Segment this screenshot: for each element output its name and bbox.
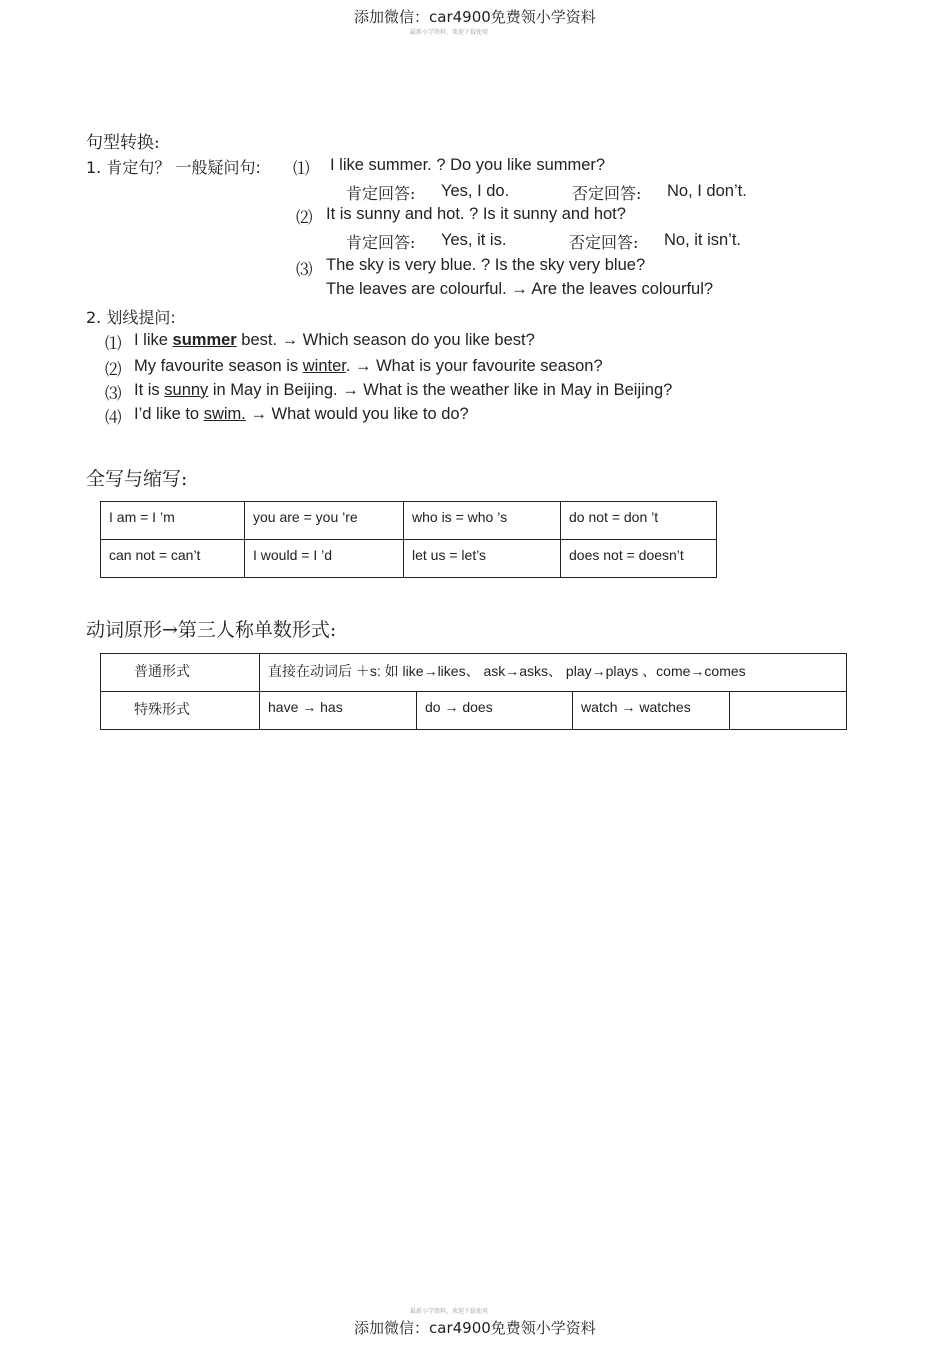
sub1-no-label: 否定回答:	[572, 184, 642, 203]
section1-title: 句型转换:	[86, 133, 160, 153]
sub2-num: ⑵	[296, 209, 313, 227]
sub1-text: I like summer. ? Do you like summer?	[330, 156, 606, 174]
row-label: 普通形式	[101, 654, 260, 692]
q2-underlined: winter	[302, 357, 346, 375]
row-label: 特殊形式	[101, 692, 260, 730]
table-cell: does not = doesn’t	[561, 540, 717, 578]
contraction-table	[100, 501, 717, 578]
section2-title: 全写与缩写:	[86, 468, 188, 490]
table-cell: have → has	[260, 692, 417, 730]
section3-title: 动词原形→第三人称单数形式:	[86, 619, 337, 641]
table-cell: can not = can’t	[101, 540, 245, 578]
footer-watermark: 添加微信：car4900免费领小学资料	[354, 1319, 596, 1337]
q2-line	[134, 357, 603, 376]
table-cell: you are = you ’re	[245, 502, 404, 540]
table-cell: watch → watches	[573, 692, 730, 730]
verb-table	[100, 653, 847, 730]
q1-pre: I like	[134, 331, 173, 349]
table-cell: let us = let’s	[404, 540, 561, 578]
q1-post: best. → Which season do you like best?	[236, 331, 535, 349]
q4-num: ⑷	[105, 409, 122, 427]
table-cell: I would = I ’d	[245, 540, 404, 578]
sub1-num: ⑴	[293, 160, 310, 178]
q2-num: ⑵	[105, 361, 122, 379]
q1-underlined: summer	[172, 331, 237, 349]
q4-post: → What would you like to do?	[245, 405, 469, 423]
table-cell: do → does	[417, 692, 573, 730]
item1-label: 1. 肯定句？ 一般疑问句:	[86, 158, 261, 177]
q3-num: ⑶	[105, 385, 122, 403]
q1-line	[134, 331, 535, 350]
sub2-no-label: 否定回答:	[569, 233, 639, 252]
sub1-yes: Yes, I do.	[441, 182, 510, 200]
header-faint-line: 最新小学资料，欢迎下载使用	[410, 30, 489, 36]
q4-pre: I’d like to	[134, 405, 204, 423]
q2-post: . → What is your favourite season?	[345, 357, 603, 375]
sub2-text: It is sunny and hot. ? Is it sunny and hot?	[326, 205, 626, 223]
table-cell: who is = who ’s	[404, 502, 561, 540]
q2-pre: My favourite season is	[134, 357, 303, 375]
sub1-yes-label: 肯定回答:	[346, 184, 416, 203]
q3-post: in May in Beijing. → What is the weather like in May in Beijing?	[208, 381, 673, 399]
table-cell: do not = don ’t	[561, 502, 717, 540]
item2-label: 2. 划线提问:	[86, 308, 176, 327]
q1-num: ⑴	[105, 335, 122, 353]
table-row	[101, 540, 717, 578]
q4-line	[134, 405, 469, 424]
table-row	[101, 692, 847, 730]
table-row	[101, 502, 717, 540]
table-cell	[730, 692, 847, 730]
sub1-no: No, I don’t.	[667, 182, 747, 200]
q3-line	[134, 381, 672, 400]
sub2-yes-label: 肯定回答:	[346, 233, 416, 252]
sub3-num: ⑶	[296, 261, 313, 279]
table-cell: I am = I ’m	[101, 502, 245, 540]
q3-underlined: sunny	[164, 381, 209, 399]
sub3-text2: The leaves are colourful. → Are the leaves colourful?	[326, 280, 714, 298]
sub3-text: The sky is very blue. ? Is the sky very blue?	[326, 256, 646, 274]
q4-underlined: swim.	[203, 405, 246, 423]
table-row	[101, 654, 847, 692]
header-watermark: 添加微信：car4900免费领小学资料	[354, 8, 596, 26]
table-cell: 直接在动词后 ＋s: 如 like→likes、 ask→asks、 play→plays 、come→comes	[260, 654, 847, 692]
sub2-yes: Yes, it is.	[441, 231, 507, 249]
footer-faint-line: 最新小学资料，欢迎下载使用	[410, 1309, 489, 1315]
q3-pre: It is	[134, 381, 165, 399]
sub2-no: No, it isn’t.	[664, 231, 742, 249]
